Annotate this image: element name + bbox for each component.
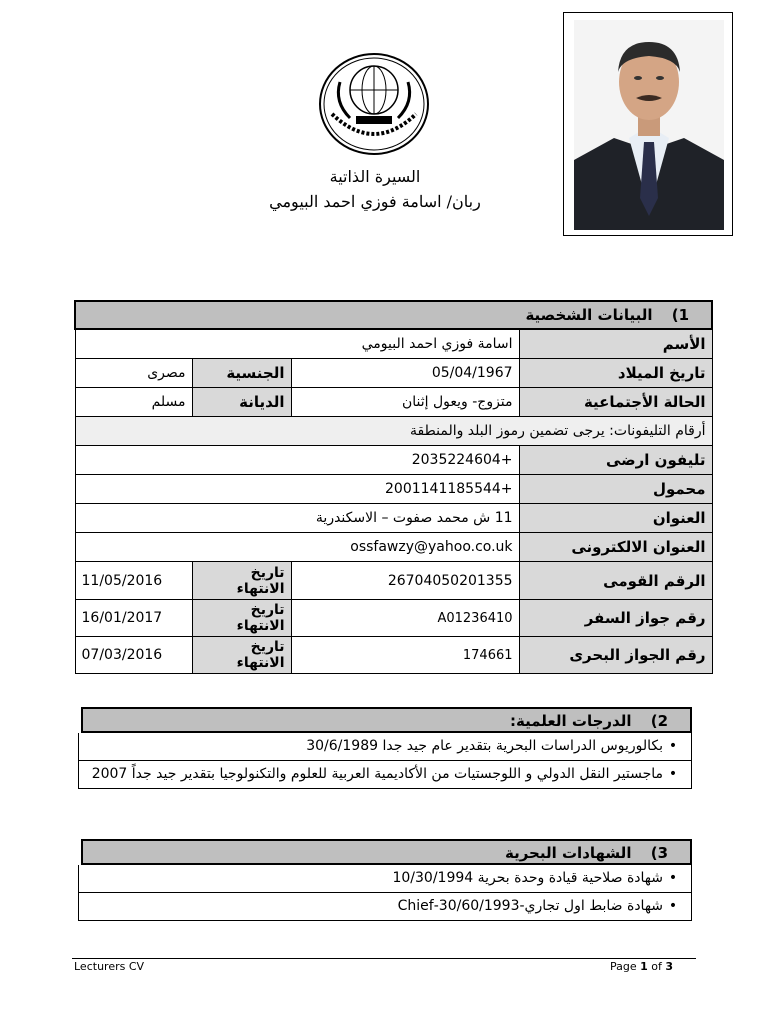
footer-divider	[72, 958, 696, 959]
degrees-section-header	[81, 707, 692, 733]
mobile-label: محمول	[519, 475, 712, 504]
national-id-label: الرقم القومى	[519, 562, 712, 600]
address-label: العنوان	[519, 504, 712, 533]
cv-title: السيرة الذاتية	[329, 167, 421, 186]
mobile-value: +2001141185544	[75, 475, 519, 504]
bullet-icon: •	[668, 766, 678, 782]
name-label: الأسم	[519, 329, 712, 359]
seaman-expiry-value: 07/03/2016	[75, 637, 192, 674]
address-value: 11 ش محمد صفوت – الاسكندرية	[75, 504, 519, 533]
page-number	[610, 960, 673, 973]
list-item	[78, 761, 692, 789]
nationality-value: مصرى	[75, 359, 192, 388]
national-id-expiry-value: 11/05/2016	[75, 562, 192, 600]
section-number: 1)	[671, 306, 690, 324]
section-title: البيانات الشخصية	[525, 306, 653, 324]
list-item	[78, 893, 692, 921]
degree-text: ماجستير النقل الدولي و اللوجستيات من الأكاديمية العربية للعلوم والتكنولوجيا بتقدير جيد جداً 2007	[91, 766, 663, 782]
bullet-icon: •	[668, 898, 678, 914]
profile-photo-frame	[563, 12, 733, 236]
national-id-value: 26704050201355	[291, 562, 519, 600]
landline-label: تليفون ارضى	[519, 446, 712, 475]
landline-value: +2035224604	[75, 446, 519, 475]
certificates-section-header	[81, 839, 692, 865]
national-id-expiry-label: تاريخ الانتهاء	[192, 562, 291, 600]
name-value: اسامة فوزي احمد البيومي	[75, 329, 519, 359]
passport-label: رقم جواز السفر	[519, 600, 712, 637]
passport-expiry-value: 16/01/2017	[75, 600, 192, 637]
section-number: 2)	[650, 712, 668, 730]
certificates-section	[78, 839, 692, 921]
bullet-icon: •	[668, 738, 678, 754]
certificate-text: شهادة ضابط اول تجاري-30/60/1993-Chief	[397, 898, 663, 914]
cv-subtitle: ربان/ اسامة فوزي احمد البيومي	[269, 192, 481, 211]
list-item	[78, 865, 692, 893]
certificate-text: شهادة صلاحية قيادة وحدة بحرية 10/30/1994	[392, 870, 663, 886]
academy-logo	[318, 52, 430, 157]
bullet-icon: •	[668, 870, 678, 886]
page-total: 3	[665, 960, 674, 973]
page-word: Page	[610, 960, 637, 973]
personal-info-table	[74, 300, 713, 674]
section-title: الدرجات العلمية:	[510, 712, 632, 730]
dob-label: تاريخ الميلاد	[519, 359, 712, 388]
footer-doc-title: Lecturers CV	[74, 960, 145, 973]
email-value: ossfawzy@yahoo.co.uk	[75, 533, 519, 562]
dob-value: 05/04/1967	[291, 359, 519, 388]
profile-photo	[574, 20, 724, 230]
degree-text: بكالوريوس الدراسات البحرية بتقدير عام جيد جدا 30/6/1989	[306, 738, 663, 754]
passport-expiry-label: تاريخ الانتهاء	[192, 600, 291, 637]
seaman-passport-label: رقم الجواز البحرى	[519, 637, 712, 674]
seaman-expiry-label: تاريخ الانتهاء	[192, 637, 291, 674]
marital-value: متزوج- ويعول إثنان	[291, 388, 519, 417]
nationality-label: الجنسية	[192, 359, 291, 388]
religion-label: الديانة	[192, 388, 291, 417]
email-label: العنوان الالكترونى	[519, 533, 712, 562]
religion-value: مسلم	[75, 388, 192, 417]
section-number: 3)	[650, 844, 668, 862]
seaman-passport-value: 174661	[291, 637, 519, 674]
personal-section-header	[75, 301, 712, 329]
list-item	[78, 733, 692, 761]
passport-value: A01236410	[291, 600, 519, 637]
section-title: الشهادات البحرية	[504, 844, 632, 862]
degrees-section	[78, 707, 692, 789]
page-of: of	[651, 960, 662, 973]
page-current: 1	[640, 960, 648, 973]
marital-label: الحالة الأجتماعية	[519, 388, 712, 417]
phones-note: أرقام التليفونات: يرجى تضمين رموز البلد والمنطقة	[75, 417, 712, 446]
